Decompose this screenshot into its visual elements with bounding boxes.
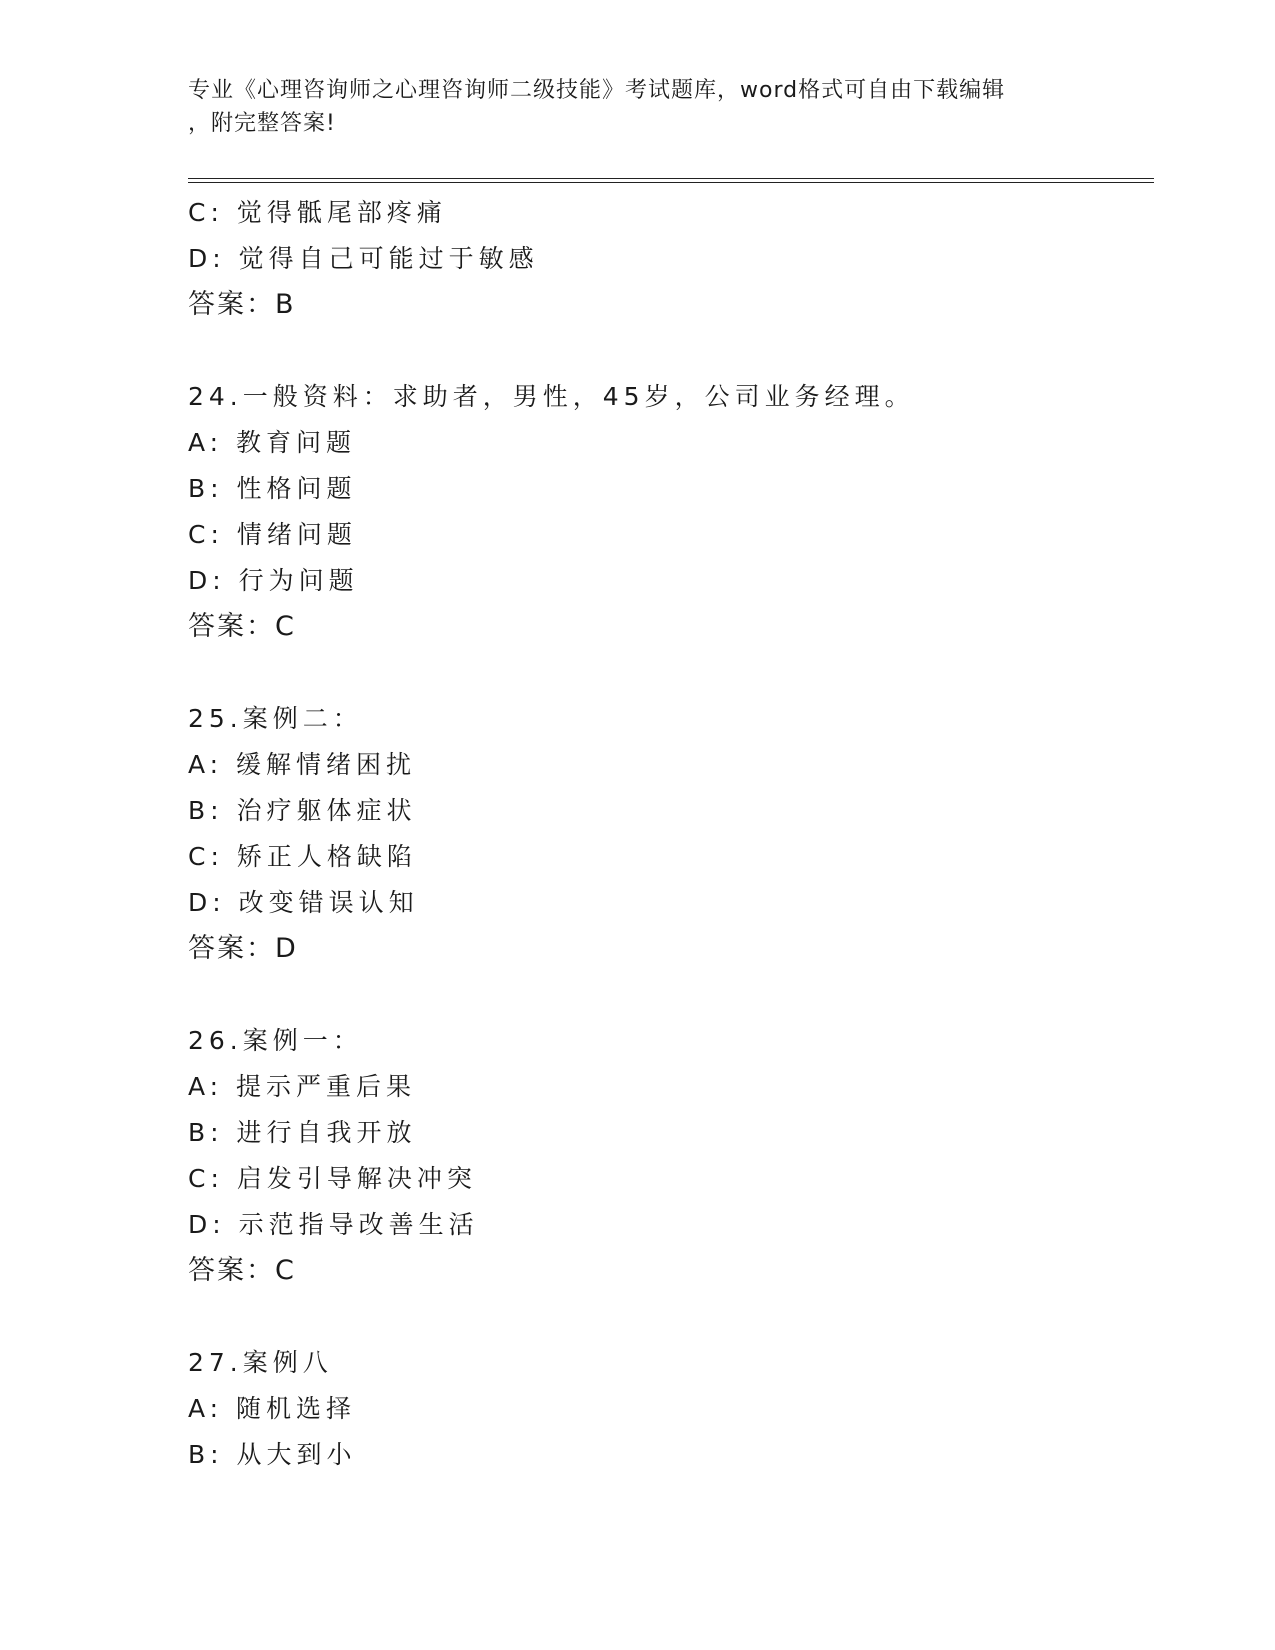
- option-a: A: 教育问题: [188, 428, 357, 457]
- question-block: [188, 1340, 1148, 1478]
- option-c: C: 矫正人格缺陷: [188, 842, 417, 871]
- option-b: B: 进行自我开放: [188, 1118, 417, 1147]
- option-a: A: 随机选择: [188, 1394, 357, 1423]
- question-stem: 26.案例一：: [188, 1026, 363, 1055]
- answer-line: 答案：C: [188, 1255, 296, 1286]
- option-a: A: 缓解情绪困扰: [188, 750, 417, 779]
- question-list: [188, 190, 1148, 1478]
- header-divider: [188, 178, 1154, 183]
- option-b: B: 性格问题: [188, 474, 357, 503]
- question-stem: 25.案例二：: [188, 704, 363, 733]
- question-block: [188, 696, 1148, 972]
- answer-line: 答案：D: [188, 933, 298, 964]
- option-b: B: 治疗躯体症状: [188, 796, 417, 825]
- option-c: C: 情绪问题: [188, 520, 357, 549]
- question-block: [188, 1018, 1148, 1294]
- option-b: B: 从大到小: [188, 1440, 357, 1469]
- question-stem: 27.案例八: [188, 1348, 333, 1377]
- question-block: [188, 190, 1148, 328]
- spacer: [188, 1294, 1148, 1340]
- option-d: D: 改变错误认知: [188, 888, 419, 917]
- answer-line: 答案：B: [188, 289, 296, 320]
- option-d: D: 觉得自己可能过于敏感: [188, 244, 539, 273]
- question-stem: 24.一般资料：求助者，男性，45岁，公司业务经理。: [188, 382, 915, 411]
- spacer: [188, 328, 1148, 374]
- option-c: C: 觉得骶尾部疼痛: [188, 198, 447, 227]
- spacer: [188, 972, 1148, 1018]
- question-block: [188, 374, 1148, 650]
- answer-line: 答案：C: [188, 611, 296, 642]
- header-line-1: 专业《心理咨询师之心理咨询师二级技能》考试题库，word格式可自由下载编辑: [188, 78, 1006, 103]
- option-d: D: 示范指导改善生活: [188, 1210, 479, 1239]
- option-c: C: 启发引导解决冲突: [188, 1164, 477, 1193]
- document-header: [188, 74, 1078, 140]
- option-a: A: 提示严重后果: [188, 1072, 417, 1101]
- spacer: [188, 650, 1148, 696]
- option-d: D: 行为问题: [188, 566, 359, 595]
- header-line-2: ，附完整答案!: [188, 111, 336, 136]
